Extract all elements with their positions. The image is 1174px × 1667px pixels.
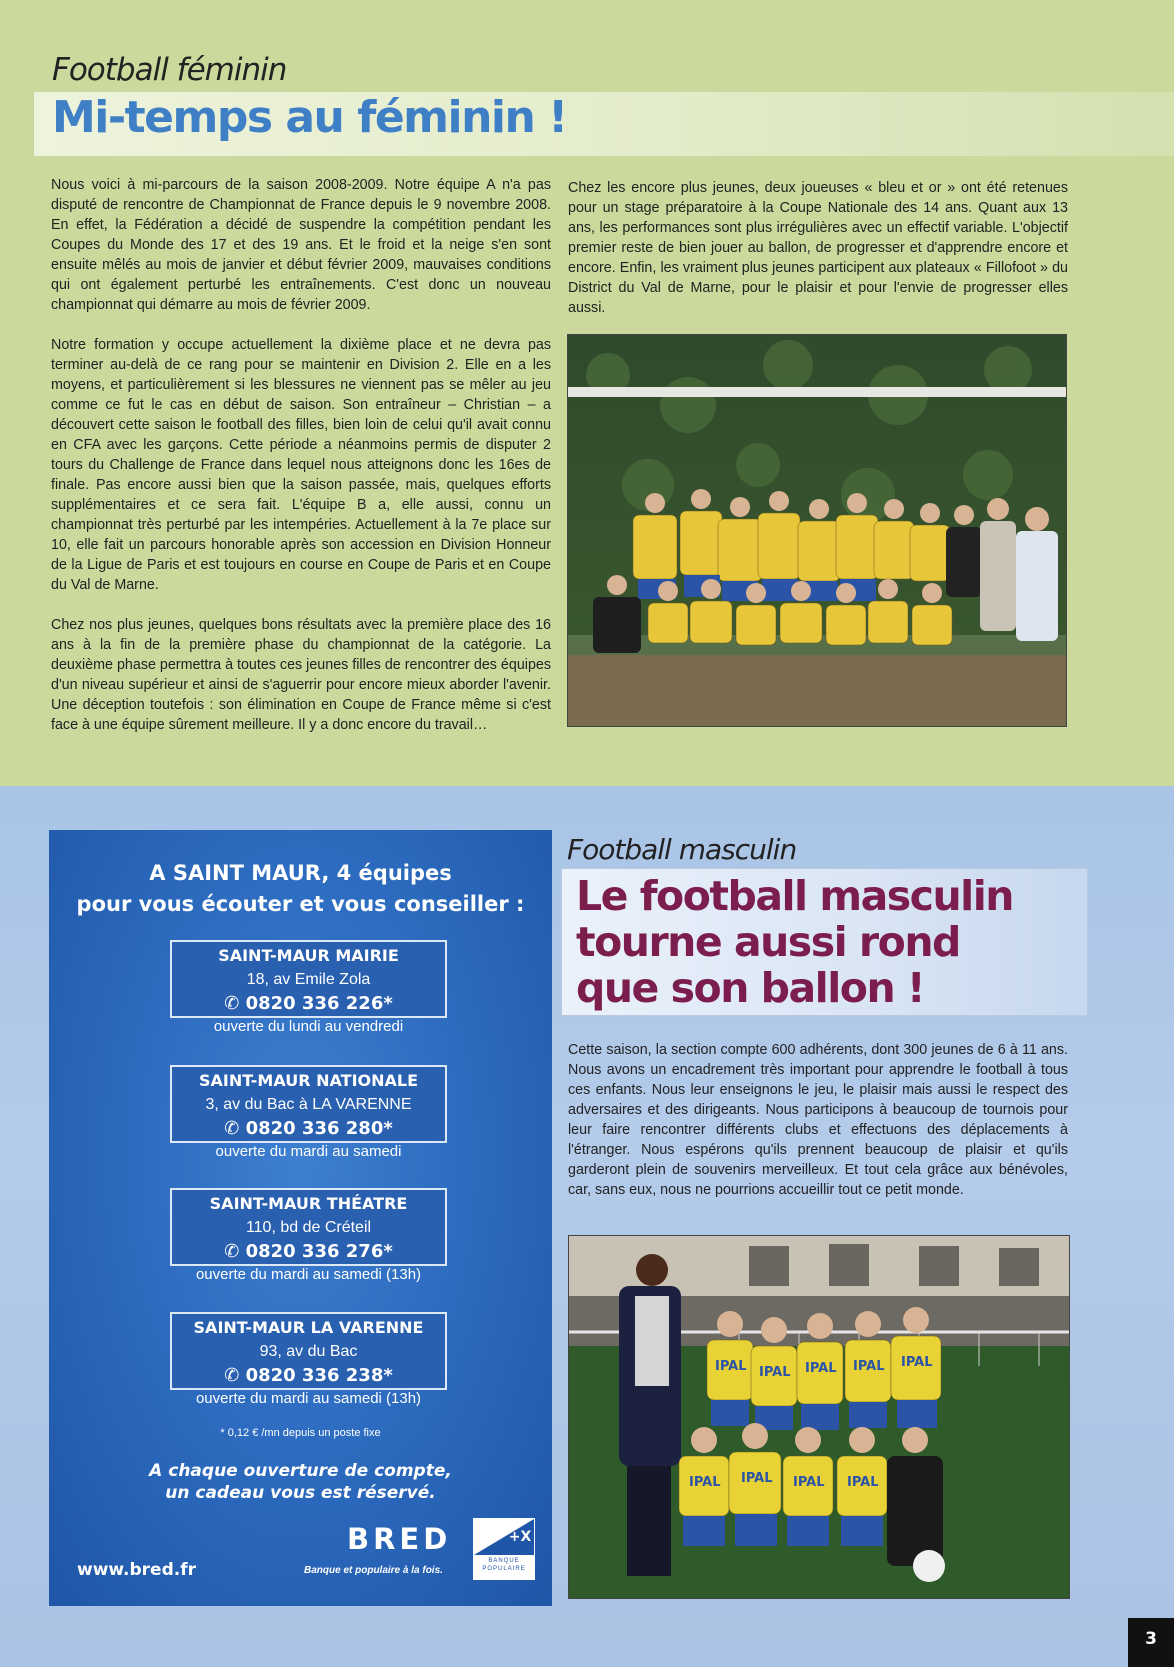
paragraph: Cette saison, la section compte 600 adhérents, dont 300 jeunes de 6 à 11 ans. Nous avons un encadrement très important pour apprendre le football à tous ces enfants. Nous leur enseignons le jeu, le plaisir mais aussi le respect des adversaires et des dirigeants. Nous participons à beaucoup de tournois pour leur faire rencontrer différents clubs et effectuons des déplacements à l'étranger. Nous espérons qu'ils prennent beaucoup de plaisir et qu'ils garderont plein de souvenirs merveilleux. Et tout cela grâce aux bénévoles, car, sans eux, nous ne pourrions accueillir tout ce petit monde. [568, 1042, 1068, 1198]
bred-tagline: Banque et populaire à la fois. [304, 1565, 443, 1576]
paragraph: Notre formation y occupe actuellement la dixième place et ne devra pas terminer au-delà de ce rang pour se maintenir en Division 2. Elle en a les moyens, et particulièrement si les blessures ne viennent pas se mêler au jeu comme ce fut le cas en début de saison. Son entraîneur – Christian – a découvert cette saison le football des filles, bien loin de celui qu'il avait connu en CFA avec les garçons. Cette période a néanmoins permis de disputer 2 tours du Challenge de France dans lequel nous atteignons donc les 16es de finale. Pas encore aussi bien que la saison passée, mais, quelques efforts supplémentaires et ce sera fait. L'équipe B a, elle aussi, connu un championnat très perturbé par les intempéries. Actuellement à la 7e place sur 10, elle fait un parcours honorable après son accession en Division Honneur de la Ligue de Paris et est toujours en course en Coupe de Paris et en Coupe du Val de Marne. [51, 337, 551, 593]
paragraph: Nous voici à mi-parcours de la saison 2008-2009. Notre équipe A n'a pas disputé de rencontre de Championnat de France depuis le 9 novembre 2008. En effet, la Fédération a décidé de suspendre la compétition pendant les Coupes du Monde des 17 et des 19 ans. Et le froid et la neige s'en sont ensuite mêlés au mois de janvier et début février 2009, mauvaises conditions qui ont également perturbé les entraînements. C'est donc un nouveau championnat qui démarre au mois de février 2009. [51, 177, 551, 313]
ad-slogan-line: A chaque ouverture de compte, [149, 1461, 452, 1481]
paragraph: Chez les encore plus jeunes, deux joueuses « bleu et or » ont été retenues pour un stage préparatoire à la Coupe Nationale des 14 ans. Quant aux 13 ans, les performances sont plus irrégulières avec un effectif variable. L'objectif premier reste de bien jouer au ballon, de progresser et d'apprendre encore et encore. Enfin, les vraiment plus jeunes participent aux plateaux « Fillofoot » du District du Val de Marne, pour le plaisir et pour l'envie de progresser elles aussi. [568, 180, 1068, 316]
banque-populaire-mark-icon [474, 1519, 534, 1555]
agency-hours: ouverte du mardi au samedi [215, 1143, 402, 1160]
logo-text: BANQUE POPULAIRE [482, 1558, 526, 1572]
agency-card-nationale [170, 1065, 447, 1160]
agency-card-mairie [170, 940, 447, 1035]
shirt-text: IPAL [847, 1475, 879, 1490]
ad-slogan [49, 1460, 552, 1504]
ad-headline [49, 858, 552, 920]
agency-phone: ✆ 0820 336 226* [224, 993, 393, 1014]
agency-address: 18, av Emile Zola [246, 971, 371, 988]
masculin-body [568, 1040, 1068, 1220]
masculin-title-text [576, 873, 1013, 1011]
agency-name: SAINT-MAUR MAIRIE [218, 946, 399, 965]
ad-headline-line: pour vous écouter et vous conseiller : [76, 892, 525, 916]
banque-populaire-logo [473, 1518, 535, 1580]
shirt-text: IPAL [805, 1361, 837, 1376]
agency-address: 3, av du Bac à LA VARENNE [205, 1096, 412, 1113]
paragraph: Chez nos plus jeunes, quelques bons résultats avec la première place des 16 ans à la fin de la première phase du championnat de la catégorie. La deuxième phase permettra à toutes ces jeunes filles de rencontrer des équipes d'un niveau supérieur et ainsi de s'aguerrir pour encore mieux aborder l'avenir. Une déception toutefois : son élimination en Coupe de France même si c'est face à une équipe sûrement meilleure. Il y a donc encore du travail… [51, 617, 551, 733]
title-line: Le football masculin [576, 872, 1013, 920]
women-team-photo [567, 334, 1067, 727]
boys-team-photo [568, 1235, 1070, 1599]
agency-hours: ouverte du lundi au vendredi [213, 1018, 404, 1035]
agency-phone: ✆ 0820 336 276* [224, 1241, 393, 1262]
ad-headline-line: A SAINT MAUR, 4 équipes [149, 861, 452, 885]
page-number: 3 [1128, 1618, 1174, 1667]
agency-phone: ✆ 0820 336 280* [224, 1118, 393, 1139]
agency-address: 93, av du Bac [259, 1343, 358, 1360]
shirt-text: IPAL [741, 1471, 773, 1486]
title-line: que son ballon ! [576, 964, 925, 1012]
ad-footnote: * 0,12 € /mn depuis un poste fixe [220, 1427, 381, 1439]
feminin-column-2 [568, 178, 1068, 338]
feminin-title: Mi-temps au féminin ! [52, 92, 567, 143]
agency-name: SAINT-MAUR NATIONALE [198, 1071, 419, 1090]
agency-name: SAINT-MAUR THÉATRE [209, 1194, 408, 1213]
bred-advertisement[interactable] [49, 830, 552, 1606]
logo-mark: +X [508, 1529, 532, 1545]
bred-website-link[interactable]: www.bred.fr [77, 1560, 196, 1580]
masculin-title [561, 868, 1088, 1016]
ad-slogan-line: un cadeau vous est réservé. [165, 1483, 436, 1503]
masculin-kicker: Football masculin [567, 833, 797, 866]
shirt-text: IPAL [853, 1359, 885, 1374]
title-line: tourne aussi rond [576, 918, 960, 966]
shirt-text: IPAL [793, 1475, 825, 1490]
agency-name: SAINT-MAUR LA VARENNE [193, 1318, 424, 1337]
agency-hours: ouverte du mardi au samedi (13h) [195, 1390, 422, 1407]
agency-hours: ouverte du mardi au samedi (13h) [195, 1266, 422, 1283]
bred-brand: BRED [347, 1522, 452, 1556]
agency-card-theatre [170, 1188, 447, 1283]
shirt-text: IPAL [689, 1475, 721, 1490]
agency-address: 110, bd de Créteil [245, 1219, 372, 1236]
agency-phone: ✆ 0820 336 238* [224, 1365, 393, 1386]
agency-card-la-varenne [170, 1312, 447, 1407]
shirt-text: IPAL [759, 1365, 791, 1380]
shirt-text: IPAL [901, 1355, 933, 1370]
feminin-column-1 [51, 175, 551, 755]
shirt-text: IPAL [715, 1359, 747, 1374]
feminin-kicker: Football féminin [52, 52, 287, 88]
